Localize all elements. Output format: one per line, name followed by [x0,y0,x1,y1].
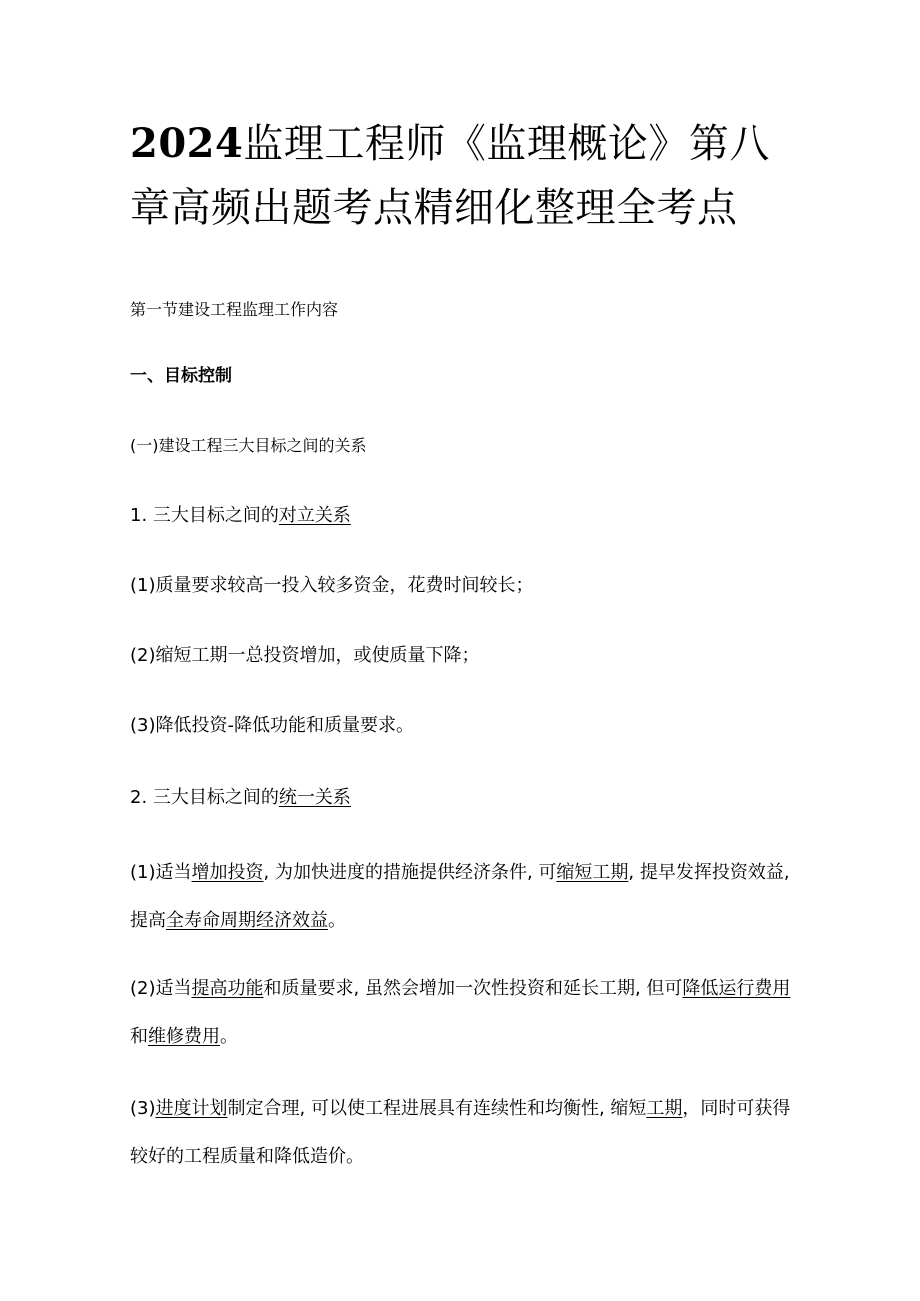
p22-text-1: (2)适当 [130,978,192,999]
point-2-underlined: 统一关系 [278,787,351,808]
point-1-heading [130,504,351,528]
title-text: 监理工程师《监理概论》第八章高频出题考点精细化整理全考点 [130,121,770,231]
p21-text-3: , 提早发挥投资效益, 提高 [130,862,790,931]
p22-underlined-3: 维修费用 [148,1026,220,1047]
document-title [130,112,790,240]
p23-text-2: 制定合理, 可以使工程进展具有连续性和均衡性, 缩短 [227,1098,647,1119]
p21-text-2: , 为加快进度的措施提供经济条件, 可 [263,862,557,883]
p23-text-3: ，同时可获得较好的工程质量和降低造价。 [130,1098,791,1167]
p23-text-1: (3) [130,1098,156,1119]
subsection-heading: 一、目标控制 [130,366,232,386]
p21-text-1: (1)适当 [130,862,192,883]
point-2-item-2 [130,965,795,1061]
point-2-prefix: 2. 三大目标之间的 [130,787,279,808]
p22-text-4: 。 [220,1026,238,1047]
p23-underlined-1: 进度计划 [155,1098,228,1119]
p22-text-3: 和 [130,1026,148,1047]
point-1-underlined: 对立关系 [278,505,351,526]
point-1-item-1: (1)质量要求较高一投入较多资金，花费时间较长； [130,575,534,596]
p22-underlined-1: 提高功能 [191,978,264,999]
point-1-prefix: 1. 三大目标之间的 [130,505,279,526]
p21-underlined-2: 缩短工期 [556,862,629,883]
point-1-item-2: (2)缩短工期一总投资增加，或使质量下降； [130,645,480,666]
point-1-item-3: (3)降低投资-降低功能和质量要求。 [130,715,414,736]
p21-text-4: 。 [328,910,346,931]
point-2-heading [130,786,351,810]
point-2-item-1 [130,849,795,945]
p22-text-2: 和质量要求, 虽然会增加一次性投资和延长工期, 但可 [263,978,683,999]
p22-underlined-2: 降低运行费用 [682,978,791,999]
p21-underlined-1: 增加投资 [191,862,264,883]
section-heading: 第一节建设工程监理工作内容 [130,300,339,319]
topic-heading: (一)建设工程三大目标之间的关系 [130,436,367,455]
title-year: 2024 [130,120,244,167]
p23-underlined-2: 工期 [646,1098,683,1119]
point-2-item-3 [130,1085,795,1181]
p21-underlined-3: 全寿命周期经济效益 [166,910,328,931]
